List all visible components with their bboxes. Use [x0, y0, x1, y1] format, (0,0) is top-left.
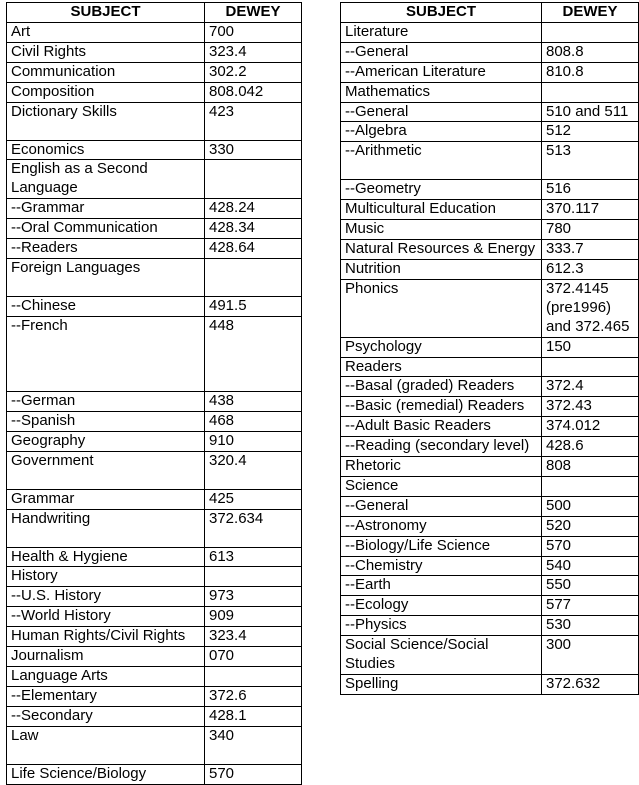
subject-cell: --Grammar — [7, 199, 205, 219]
table-row — [341, 200, 639, 220]
subject-cell: --German — [7, 391, 205, 411]
table-row — [341, 576, 639, 596]
subject-cell: --Geometry — [341, 180, 542, 200]
table-row — [7, 547, 302, 567]
table-row — [7, 140, 302, 160]
table-row — [341, 42, 639, 62]
header-row — [341, 3, 639, 23]
subject-cell: Rhetoric — [341, 457, 542, 477]
dewey-cell — [542, 476, 639, 496]
table-row — [7, 587, 302, 607]
dewey-cell: 520 — [542, 516, 639, 536]
table-row — [7, 706, 302, 726]
subject-cell: --Readers — [7, 239, 205, 259]
table-row — [341, 142, 639, 180]
dewey-cell: 550 — [542, 576, 639, 596]
subject-cell: Nutrition — [341, 259, 542, 279]
subject-cell: Mathematics — [341, 82, 542, 102]
table-row — [341, 536, 639, 556]
dewey-cell: 320.4 — [205, 451, 302, 489]
dewey-cell: 973 — [205, 587, 302, 607]
subject-cell: Readers — [341, 357, 542, 377]
subject-cell: Civil Rights — [7, 42, 205, 62]
dewey-cell: 540 — [542, 556, 639, 576]
subject-cell: Health & Hygiene — [7, 547, 205, 567]
dewey-cell: 340 — [205, 726, 302, 764]
dewey-cell: 428.64 — [205, 239, 302, 259]
table-row — [7, 22, 302, 42]
table-row — [341, 675, 639, 695]
subject-cell: --French — [7, 316, 205, 391]
dewey-cell: 300 — [542, 636, 639, 675]
dewey-cell: 612.3 — [542, 259, 639, 279]
dewey-header: DEWEY — [542, 3, 639, 23]
table-row — [341, 220, 639, 240]
subject-cell: Social Science/Social Studies — [341, 636, 542, 675]
table-row — [341, 180, 639, 200]
table-row — [7, 411, 302, 431]
dewey-cell: 577 — [542, 596, 639, 616]
subject-cell: --Basic (remedial) Readers — [341, 397, 542, 417]
table-row — [341, 636, 639, 675]
subject-cell: --Reading (secondary level) — [341, 437, 542, 457]
subject-cell: Foreign Languages — [7, 258, 205, 296]
table-row — [341, 337, 639, 357]
table-row — [7, 102, 302, 140]
dewey-cell: 909 — [205, 607, 302, 627]
table-row — [341, 516, 639, 536]
dewey-cell: 372.4 — [542, 377, 639, 397]
table-row — [7, 627, 302, 647]
dewey-cell: 330 — [205, 140, 302, 160]
table-row — [7, 258, 302, 296]
dewey-cell: 323.4 — [205, 627, 302, 647]
subject-cell: Spelling — [341, 675, 542, 695]
dewey-cell: 070 — [205, 647, 302, 667]
table-row — [341, 62, 639, 82]
subject-cell: --Spanish — [7, 411, 205, 431]
table-row — [341, 259, 639, 279]
subject-cell: --Secondary — [7, 706, 205, 726]
dewey-cell — [542, 357, 639, 377]
table-row — [7, 647, 302, 667]
table-row — [7, 686, 302, 706]
subject-cell: --General — [341, 42, 542, 62]
subject-cell: Composition — [7, 82, 205, 102]
dewey-cell: 613 — [205, 547, 302, 567]
dewey-cell: 423 — [205, 102, 302, 140]
subject-cell: Psychology — [341, 337, 542, 357]
subject-cell: History — [7, 567, 205, 587]
dewey-cell — [542, 22, 639, 42]
table-row — [7, 160, 302, 199]
table-row — [7, 62, 302, 82]
dewey-cell: 150 — [542, 337, 639, 357]
subject-cell: --Astronomy — [341, 516, 542, 536]
table-row — [341, 240, 639, 260]
dewey-cell: 530 — [542, 616, 639, 636]
table-row — [341, 122, 639, 142]
subject-cell: --World History — [7, 607, 205, 627]
subject-cell: Life Science/Biology — [7, 764, 205, 784]
subject-cell: Literature — [341, 22, 542, 42]
dewey-cell: 428.24 — [205, 199, 302, 219]
subject-cell: Journalism — [7, 647, 205, 667]
subject-cell: Grammar — [7, 489, 205, 509]
dewey-cell: 468 — [205, 411, 302, 431]
dewey-header: DEWEY — [205, 3, 302, 23]
dewey-cell — [205, 666, 302, 686]
subject-cell: Government — [7, 451, 205, 489]
table-row — [341, 22, 639, 42]
subject-cell: Human Rights/Civil Rights — [7, 627, 205, 647]
table-row — [341, 556, 639, 576]
table-row — [341, 102, 639, 122]
table-row — [7, 431, 302, 451]
table-row — [7, 199, 302, 219]
dewey-cell: 372.43 — [542, 397, 639, 417]
subject-cell: Art — [7, 22, 205, 42]
subject-cell: Handwriting — [7, 509, 205, 547]
dewey-cell: 372.634 — [205, 509, 302, 547]
dewey-cell: 370.117 — [542, 200, 639, 220]
dewey-cell — [542, 82, 639, 102]
subject-cell: Music — [341, 220, 542, 240]
table-row — [341, 397, 639, 417]
subject-cell: --Oral Communication — [7, 219, 205, 239]
dewey-cell: 372.632 — [542, 675, 639, 695]
subject-cell: Economics — [7, 140, 205, 160]
dewey-cell: 323.4 — [205, 42, 302, 62]
subject-cell: --Biology/Life Science — [341, 536, 542, 556]
table-row — [7, 42, 302, 62]
subject-cell: Science — [341, 476, 542, 496]
subject-header: SUBJECT — [7, 3, 205, 23]
dewey-cell — [205, 258, 302, 296]
dewey-cell: 780 — [542, 220, 639, 240]
subject-cell: English as a Second Language — [7, 160, 205, 199]
dewey-table-left — [6, 2, 302, 785]
dewey-cell: 808 — [542, 457, 639, 477]
subject-cell: Multicultural Education — [341, 200, 542, 220]
table-row — [341, 437, 639, 457]
dewey-cell: 372.4145 (pre1996) and 372.465 — [542, 279, 639, 337]
subject-cell: --Physics — [341, 616, 542, 636]
subject-cell: --Basal (graded) Readers — [341, 377, 542, 397]
dewey-cell — [205, 160, 302, 199]
dewey-cell: 491.5 — [205, 296, 302, 316]
subject-cell: --Chinese — [7, 296, 205, 316]
subject-cell: --U.S. History — [7, 587, 205, 607]
table-row — [7, 239, 302, 259]
dewey-cell: 910 — [205, 431, 302, 451]
dewey-cell: 428.6 — [542, 437, 639, 457]
dewey-cell: 700 — [205, 22, 302, 42]
table-row — [7, 567, 302, 587]
dewey-cell: 374.012 — [542, 417, 639, 437]
table-row — [341, 82, 639, 102]
table-row — [341, 377, 639, 397]
table-row — [7, 666, 302, 686]
table-row — [7, 451, 302, 489]
subject-cell: Geography — [7, 431, 205, 451]
table-row — [341, 596, 639, 616]
header-row — [7, 3, 302, 23]
dewey-cell: 333.7 — [542, 240, 639, 260]
subject-cell: --Ecology — [341, 596, 542, 616]
dewey-cell: 570 — [205, 764, 302, 784]
table-row — [7, 296, 302, 316]
table-row — [7, 82, 302, 102]
dewey-cell: 438 — [205, 391, 302, 411]
table-row — [341, 357, 639, 377]
table-row — [7, 509, 302, 547]
dewey-cell: 428.1 — [205, 706, 302, 726]
table-row — [7, 391, 302, 411]
table-row — [7, 219, 302, 239]
table-row — [7, 489, 302, 509]
subject-cell: --Chemistry — [341, 556, 542, 576]
table-row — [7, 726, 302, 764]
subject-cell: Language Arts — [7, 666, 205, 686]
table-row — [341, 616, 639, 636]
subject-cell: Communication — [7, 62, 205, 82]
dewey-cell: 372.6 — [205, 686, 302, 706]
subject-cell: --American Literature — [341, 62, 542, 82]
dewey-cell: 428.34 — [205, 219, 302, 239]
subject-cell: --Earth — [341, 576, 542, 596]
dewey-cell: 570 — [542, 536, 639, 556]
dewey-cell: 448 — [205, 316, 302, 391]
subject-cell: Law — [7, 726, 205, 764]
table-row — [341, 417, 639, 437]
table-row — [341, 279, 639, 337]
table-row — [341, 476, 639, 496]
dewey-cell: 425 — [205, 489, 302, 509]
subject-cell: --Algebra — [341, 122, 542, 142]
dewey-cell — [205, 567, 302, 587]
table-row — [7, 764, 302, 784]
subject-cell: --Arithmetic — [341, 142, 542, 180]
dewey-cell: 302.2 — [205, 62, 302, 82]
dewey-cell: 510 and 511 — [542, 102, 639, 122]
dewey-cell: 500 — [542, 496, 639, 516]
subject-cell: Phonics — [341, 279, 542, 337]
table-row — [7, 316, 302, 391]
dewey-cell: 808.042 — [205, 82, 302, 102]
subject-cell: Natural Resources & Energy — [341, 240, 542, 260]
table-row — [341, 496, 639, 516]
subject-cell: --Adult Basic Readers — [341, 417, 542, 437]
dewey-cell: 516 — [542, 180, 639, 200]
dewey-cell: 512 — [542, 122, 639, 142]
subject-header: SUBJECT — [341, 3, 542, 23]
dewey-cell: 513 — [542, 142, 639, 180]
subject-cell: --Elementary — [7, 686, 205, 706]
subject-cell: Dictionary Skills — [7, 102, 205, 140]
table-row — [341, 457, 639, 477]
dewey-cell: 810.8 — [542, 62, 639, 82]
dewey-table-right — [340, 2, 639, 695]
subject-cell: --General — [341, 496, 542, 516]
table-row — [7, 607, 302, 627]
subject-cell: --General — [341, 102, 542, 122]
dewey-cell: 808.8 — [542, 42, 639, 62]
